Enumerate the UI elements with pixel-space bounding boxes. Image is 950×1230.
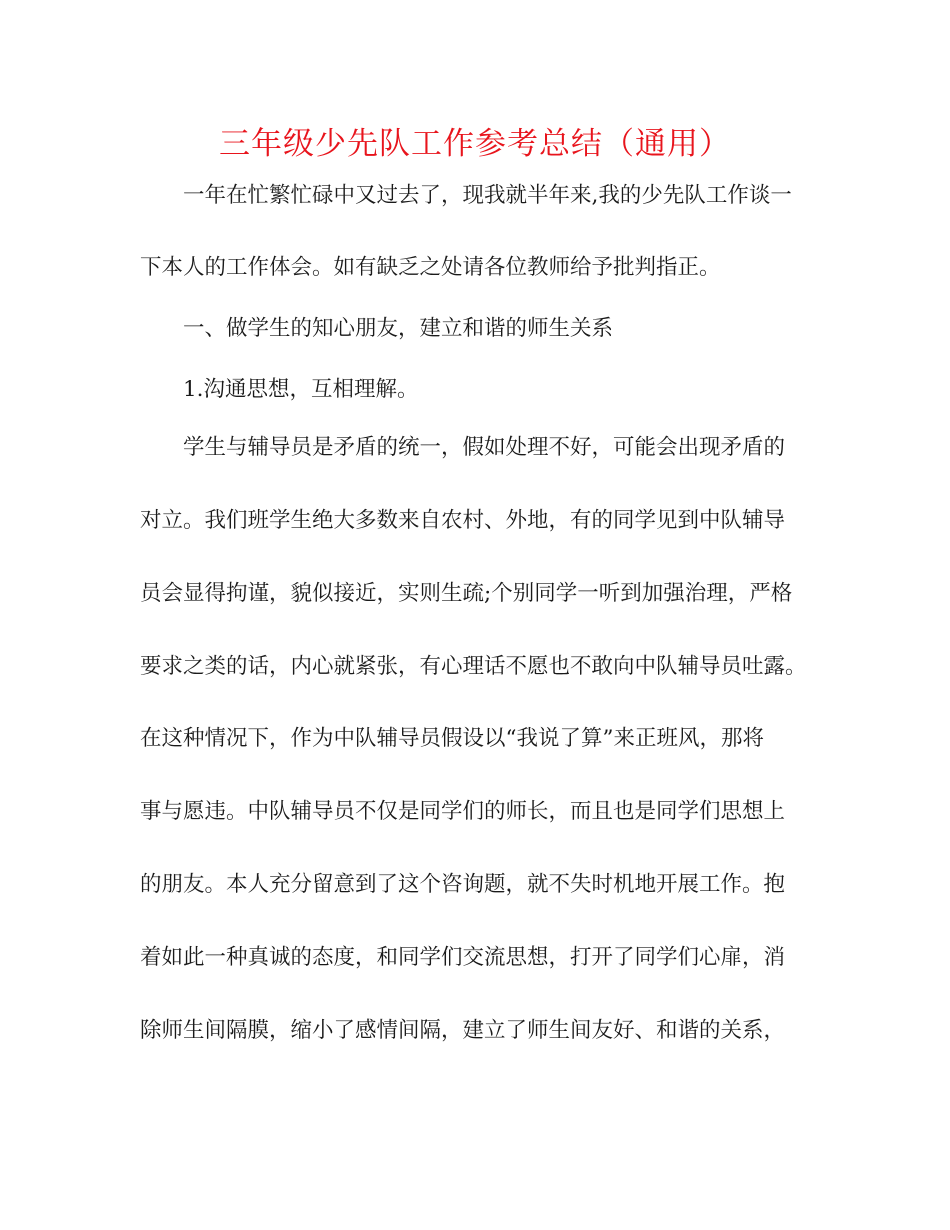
subsection-heading: 1.沟通思想，互相理解。 <box>183 377 419 402</box>
section-heading: 一、做学生的知心朋友，建立和谐的师生关系 <box>183 316 614 341</box>
paragraph-line: 除师生间隔膜，缩小了感情间隔，建立了师生间友好、和谐的关系， <box>140 1018 786 1043</box>
paragraph-line: 学生与辅导员是矛盾的统一，假如处理不好，可能会出现矛盾的 <box>183 435 786 460</box>
document-title: 三年级少先队工作参考总结（通用） <box>219 126 731 162</box>
paragraph-line: 员会显得拘谨，貌似接近，实则生疏;个别同学一听到加强治理，严格 <box>140 581 793 606</box>
paragraph-line: 一年在忙繁忙碌中又过去了，现我就半年来,我的少先队工作谈一 <box>183 183 792 208</box>
paragraph-line: 下本人的工作体会。如有缺乏之处请各位教师给予批判指正。 <box>140 255 721 280</box>
paragraph-line: 对立。我们班学生绝大多数来自农村、外地，有的同学见到中队辅导 <box>140 508 786 533</box>
paragraph-line: 在这种情况下，作为中队辅导员假设以“我说了算”来正班风，那将 <box>140 726 764 751</box>
paragraph-line: 的朋友。本人充分留意到了这个咨询题，就不失时机地开展工作。抱 <box>140 872 786 897</box>
paragraph-line: 要求之类的话，内心就紧张，有心理话不愿也不敢向中队辅导员吐露。 <box>140 654 807 679</box>
paragraph-line: 事与愿违。中队辅导员不仅是同学们的师长，而且也是同学们思想上 <box>140 799 786 824</box>
paragraph-line: 着如此一种真诚的态度，和同学们交流思想，打开了同学们心扉，消 <box>140 945 786 970</box>
